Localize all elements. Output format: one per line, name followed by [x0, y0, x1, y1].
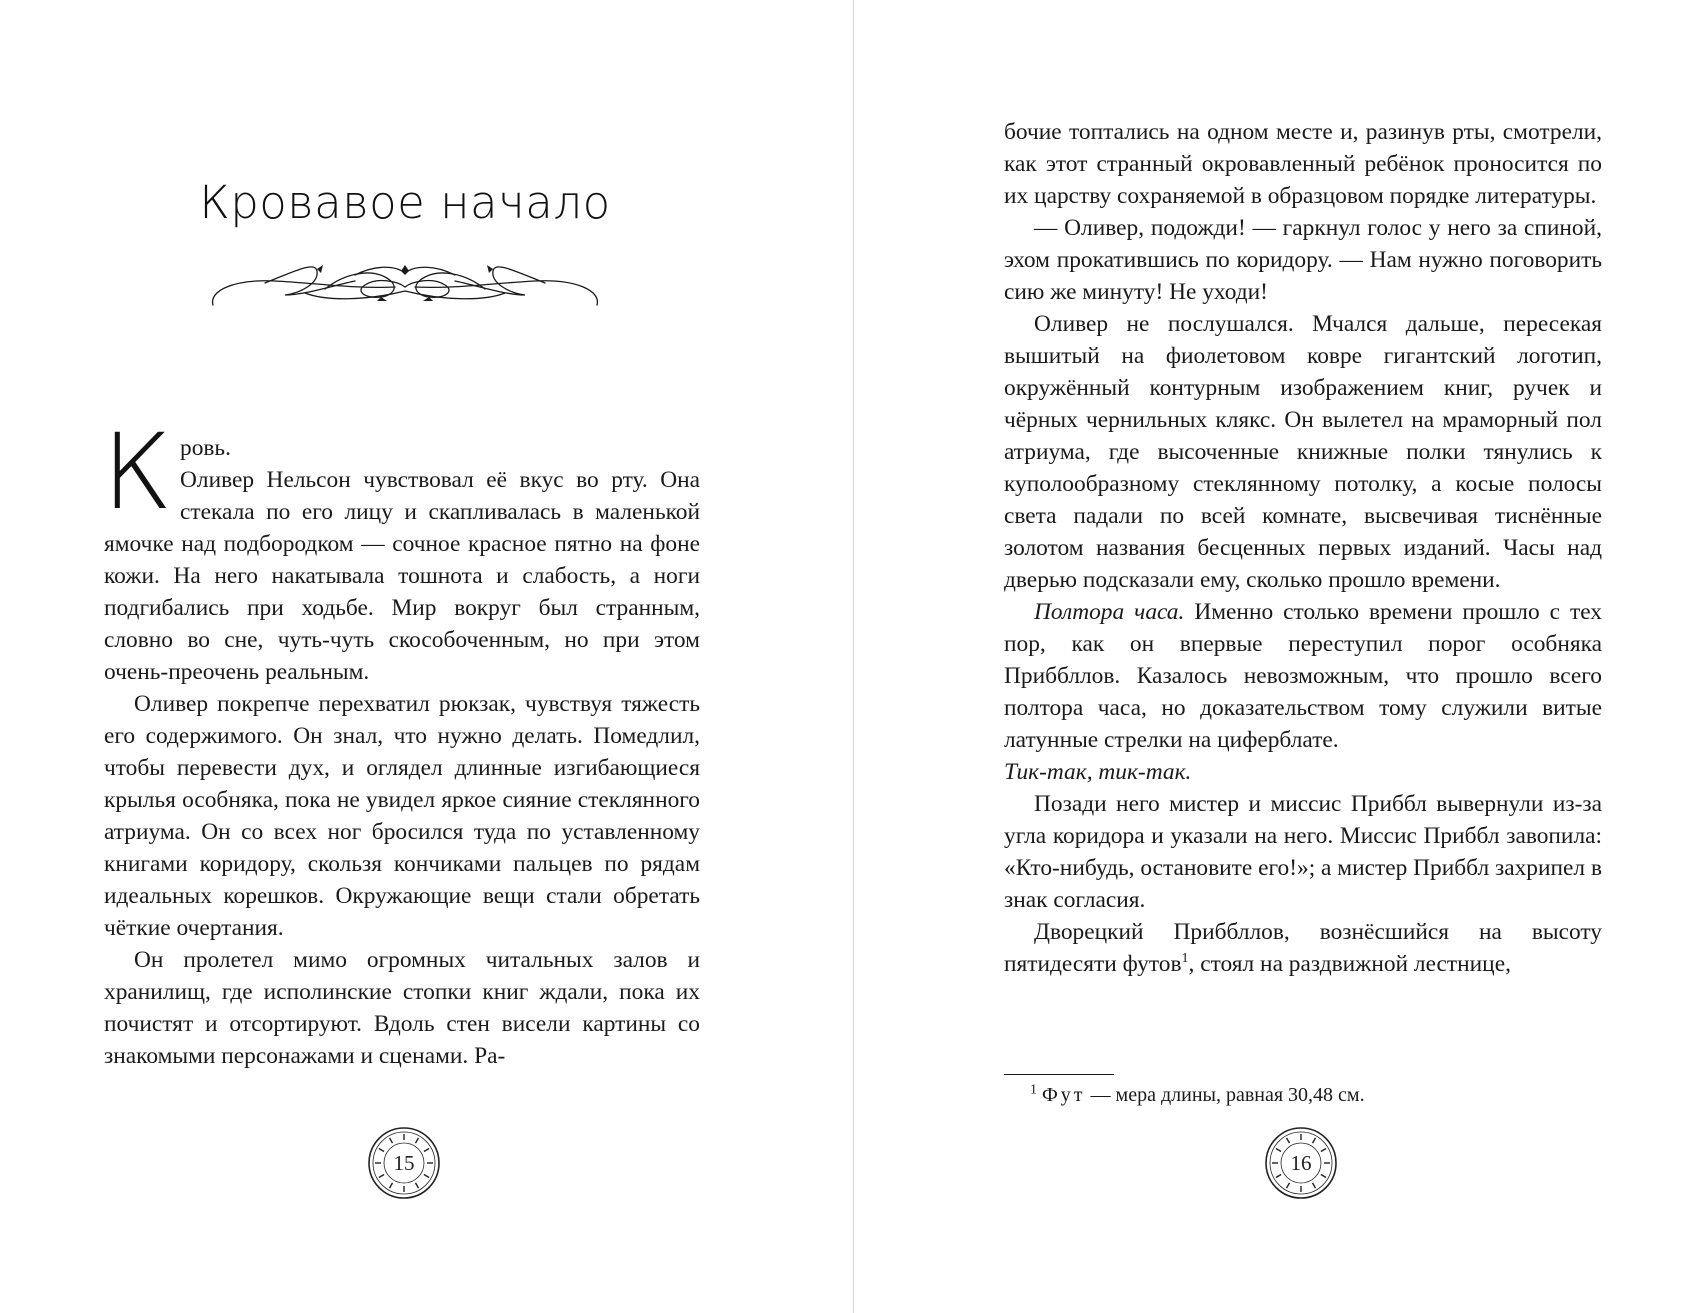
- paragraph: [1004, 596, 1602, 788]
- footnote-text: — мера длины, равная 30,48 см.: [1085, 1084, 1365, 1106]
- footnote-ref[interactable]: 1: [1181, 951, 1189, 967]
- italic-phrase: Тик-так, тик-так.: [1004, 759, 1192, 785]
- paragraph: [1004, 916, 1602, 980]
- footnote-divider: [1004, 1074, 1114, 1075]
- left-page-body: [102, 411, 700, 1072]
- page-number-badge: [366, 1125, 442, 1201]
- paragraph-text: Дворецкий Приббллов, вознёсшийся на высоту пятидесяти футов: [1004, 919, 1602, 977]
- italic-phrase: Полтора часа.: [1034, 599, 1185, 625]
- opening-paragraph: [102, 411, 700, 688]
- drop-cap: К: [102, 411, 173, 533]
- page-number-badge: [1263, 1125, 1339, 1201]
- paragraph-text: Именно столько времени прошло с тех пор, как он впервые переступил порог особняка Приббллов. Казалось невозможным, что прошло всего полтора часа, но доказательством тому служили витые латунные стрелки на циферблате.: [1004, 599, 1603, 753]
- footnote-mark: 1: [1030, 1082, 1037, 1098]
- first-word-rest: ровь.: [180, 435, 231, 461]
- paragraph-text: Оливер Нельсон чувствовал её вкус во рту. Она стекала по его лицу и скапливалась в маленькой ямочке над подбородком — сочное красное пятно на фоне кожи. На него накатывала тошнота и слабость, а ноги подгибались при ходьбе. Мир вокруг был странным, словно во сне, чуть-чуть скособоченным, но при этом очень-преочень реальным.: [104, 467, 700, 685]
- flourish-ornament-icon: [205, 255, 605, 315]
- drop-cap-box: [102, 411, 176, 533]
- paragraph: Он пролетел мимо огромных читальных залов и хранилищ, где исполинские стопки книг ждали, пока их почистят и отсортируют. Вдоль стен висели картины со знакомыми персонажами и сценами. Ра-: [104, 947, 700, 1069]
- paragraph: Позади него мистер и миссис Приббл вывернули из-за угла коридора и указали на него. Миссис Приббл завопила: «Кто-нибудь, остановите его!»; а мистер Приббл захрипел в знак согласия.: [1004, 791, 1602, 913]
- paragraph: — Оливер, подожди! — гаркнул голос у него за спиной, эхом прокатившись по коридору. — Нам нужно поговорить сию же минуту! Не уходи!: [1004, 215, 1602, 305]
- page-number: 16: [1290, 1151, 1312, 1175]
- footnote-term: Фут: [1042, 1084, 1086, 1106]
- footnote: [1030, 1081, 1590, 1109]
- paragraph: Оливер покрепче перехватил рюкзак, чувствуя тяжесть его содержимого. Он знал, что нужно делать. Помедлил, чтобы перевести дух, и оглядел длинные изгибающиеся крылья особняка, пока не увидел яркое сияние стеклянного атриума. Он со всех ног бросился туда по уставленному книгами коридору, скользя кончиками пальцев по рядам идеальных корешков. Окружающие вещи стали обретать чёткие очертания.: [104, 691, 700, 941]
- right-page-body: [1004, 116, 1602, 980]
- page-number: 15: [393, 1151, 415, 1175]
- paragraph-text: , стоял на раздвижной лестнице,: [1188, 951, 1511, 977]
- paragraph: бочие топтались на одном месте и, разинув рты, смотрели, как этот странный окровавленный ребёнок проносится по их царству сохраняемой в образцовом порядке литературы.: [1004, 119, 1602, 209]
- chapter-title: Кровавое начало: [199, 176, 611, 229]
- paragraph: Оливер не послушался. Мчался дальше, пересекая вышитый на фиолетовом ковре гигантский логотип, окружённый контурным изображением книг, ручек и чёрных чернильных клякс. Он вылетел на мраморный пол атриума, где высоченные книжные полки тянулись к куполообразному стеклянному потолку, а косые полосы света падали по всей комнате, высвечивая тиснённые золотом названия бесценных первых изданий. Часы над дверью подсказали ему, сколько прошло времени.: [1004, 311, 1602, 593]
